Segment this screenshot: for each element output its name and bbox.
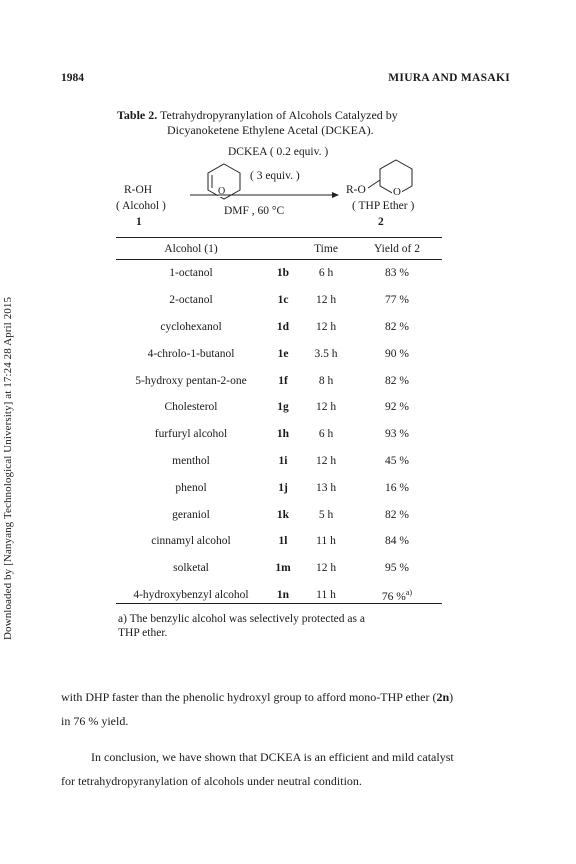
cell-compound: 1j	[278, 481, 288, 494]
running-header-authors: MIURA AND MASAKI	[388, 72, 510, 84]
table-row	[116, 394, 442, 421]
product-number: 2	[378, 216, 384, 228]
conditions-label: DMF , 60 °C	[224, 205, 285, 217]
table-row	[116, 421, 442, 448]
cell-compound: 1k	[276, 508, 290, 521]
table-row	[116, 474, 442, 501]
table-label: Table 2.	[117, 108, 158, 122]
cell-compound: 1i	[278, 454, 288, 467]
cell-compound: 1n	[276, 588, 290, 601]
compound-ref-2n: 2n	[436, 690, 450, 704]
cell-yield: 92 %	[385, 401, 409, 414]
body-paragraph-2	[61, 745, 513, 793]
product-ring-oxygen: O	[393, 186, 401, 198]
cell-yield: 82 %	[385, 508, 409, 521]
cell-compound: 1m	[275, 562, 291, 575]
table-row	[116, 287, 442, 314]
reactant-formula: R-OH	[124, 184, 153, 196]
cell-time: 12 h	[315, 320, 337, 333]
catalyst-label: DCKEA ( 0.2 equiv. )	[228, 146, 329, 158]
dhp-equiv-label: ( 3 equiv. )	[250, 170, 300, 182]
reaction-arrow	[190, 190, 340, 200]
cell-time: 11 h	[316, 535, 336, 548]
cell-alcohol: phenol	[175, 481, 207, 494]
paragraph-2-line-1	[61, 745, 513, 769]
reactant-name: ( Alcohol )	[116, 200, 166, 212]
table-row	[116, 448, 442, 475]
download-watermark: Downloaded by [Nanyang Technological University] at 17:24 28 April 2015	[2, 296, 14, 640]
cell-yield: 95 %	[385, 562, 409, 575]
cell-alcohol: menthol	[172, 454, 210, 467]
cell-alcohol: 1-octanol	[169, 267, 213, 280]
paragraph-2-line-2: for tetrahydropyranylation of alcohols under neutral condition.	[61, 774, 362, 788]
paragraph-1-line-1	[61, 685, 513, 709]
cell-compound: 1l	[278, 535, 288, 548]
cell-alcohol: furfuryl alcohol	[154, 428, 228, 441]
yield-value: 76 %	[381, 590, 406, 603]
footnote-line-1: a) The benzylic alcohol was selectively protected as a	[118, 613, 365, 625]
cell-compound: 1g	[277, 401, 289, 414]
cell-compound: 1c	[277, 294, 289, 307]
paragraph-1-line-2: in 76 % yield.	[61, 714, 129, 728]
cell-time: 12 h	[315, 562, 337, 575]
cell-time: 12 h	[315, 454, 337, 467]
header-compound	[266, 238, 300, 260]
cell-alcohol: 4-hydroxybenzyl alcohol	[133, 588, 249, 601]
reaction-scheme	[116, 140, 446, 235]
cell-alcohol: solketal	[173, 562, 209, 575]
header-yield: Yield of 2	[374, 243, 420, 255]
cell-compound: 1f	[278, 374, 288, 387]
cell-alcohol: geraniol	[172, 508, 210, 521]
cell-alcohol: 2-octanol	[169, 294, 213, 307]
table-row	[116, 555, 442, 582]
cell-compound: 1e	[277, 347, 289, 360]
header-alcohol: Alcohol (1)	[164, 243, 218, 255]
body-paragraph-1	[61, 685, 513, 733]
cell-yield: 83 %	[385, 267, 409, 280]
page-number: 1984	[61, 72, 84, 84]
cell-time: 8 h	[318, 374, 334, 387]
caption-line-1: Tetrahydropyranylation of Alcohols Catalyzed by	[160, 108, 398, 122]
product-name: ( THP Ether )	[352, 200, 415, 212]
paragraph-1-text: with DHP faster than the phenolic hydroxyl group to afford mono-THP ether (	[61, 690, 437, 704]
cell-yield: 82 %	[385, 374, 409, 387]
table-row	[116, 501, 442, 528]
table-row	[116, 340, 442, 367]
cell-time: 12 h	[315, 401, 337, 414]
cell-time: 12 h	[315, 294, 337, 307]
table-bottom-rule	[116, 603, 442, 604]
table-row	[116, 314, 442, 341]
cell-alcohol: cinnamyl alcohol	[151, 535, 231, 548]
table-caption	[117, 108, 477, 138]
footnote-marker: a)	[405, 587, 413, 597]
paragraph-1-close: )	[449, 690, 454, 704]
cell-time: 5 h	[318, 508, 334, 521]
cell-yield	[352, 582, 442, 609]
cell-time: 6 h	[318, 267, 334, 280]
cell-time: 3.5 h	[314, 347, 338, 360]
results-table	[116, 238, 442, 608]
paragraph-2-text: In conclusion, we have shown that DCKEA is an efficient and mild catalyst	[91, 750, 454, 764]
table-row	[116, 367, 442, 394]
cell-yield: 90 %	[385, 347, 409, 360]
cell-yield: 45 %	[385, 454, 409, 467]
header-time: Time	[314, 243, 338, 255]
table-row	[116, 528, 442, 555]
cell-alcohol: cyclohexanol	[160, 320, 222, 333]
cell-time: 11 h	[316, 588, 336, 601]
footnote-line-2: THP ether.	[118, 627, 168, 639]
cell-yield: 84 %	[385, 535, 409, 548]
cell-alcohol: Cholesterol	[164, 401, 218, 414]
product-prefix: R-O	[346, 184, 366, 196]
dhp-oxygen: O	[218, 186, 226, 197]
reactant-number: 1	[136, 216, 142, 228]
cell-yield: 93 %	[385, 428, 409, 441]
cell-alcohol: 4-chrolo-1-butanol	[147, 347, 235, 360]
table-row	[116, 582, 442, 609]
cell-alcohol: 5-hydroxy pentan-2-one	[135, 374, 247, 387]
cell-compound: 1b	[276, 267, 290, 280]
cell-compound: 1d	[276, 320, 290, 333]
cell-yield: 82 %	[385, 320, 409, 333]
table-row	[116, 260, 442, 287]
caption-line-2: Dicyanoketene Ethylene Acetal (DCKEA).	[167, 123, 374, 137]
table-footnote	[118, 612, 438, 640]
cell-time: 6 h	[318, 428, 334, 441]
cell-time: 13 h	[315, 481, 337, 494]
cell-compound: 1h	[276, 428, 290, 441]
table-header-row	[116, 238, 442, 260]
cell-yield: 77 %	[385, 294, 409, 307]
cell-yield: 16 %	[385, 481, 409, 494]
